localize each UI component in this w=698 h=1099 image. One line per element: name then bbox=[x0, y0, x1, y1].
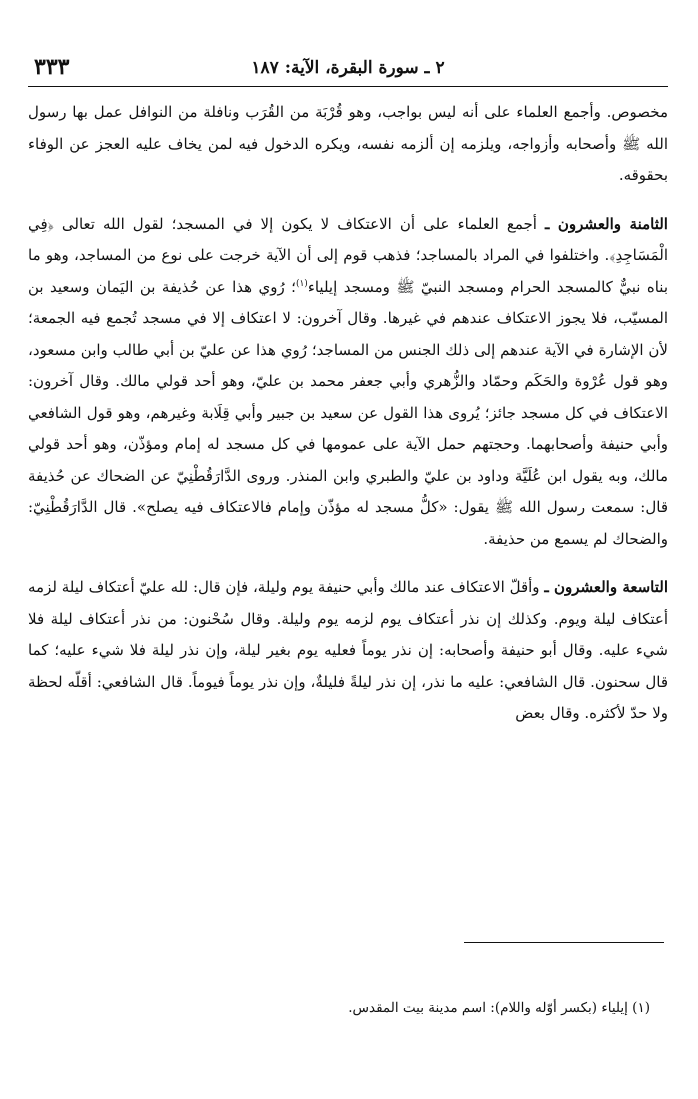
footnote-reference[interactable]: (١) bbox=[295, 278, 308, 289]
paragraph-issue-28 bbox=[28, 209, 668, 556]
issue-heading: التاسعة والعشرون ـ bbox=[544, 578, 668, 596]
footnote-marker: (١) bbox=[632, 1000, 650, 1016]
footnote-divider bbox=[464, 942, 664, 943]
footnote bbox=[348, 1000, 650, 1016]
running-title: ٢ ـ سورة البقرة، الآية: ١٨٧ bbox=[251, 58, 445, 78]
main-text bbox=[28, 97, 668, 730]
issue-heading: الثامنة والعشرون ـ bbox=[545, 214, 668, 233]
paragraph-text: وأقلّ الاعتكاف عند مالك وأبي حنيفة يوم وليلة، فإن قال: لله عليّ أعتكاف ليلة لزمه أعتكاف ليلة ويوم. وكذلك إن نذر أعتكاف يوم لزمه يوم وليلة. وقال سُحْنون: من نذر أعتكاف ليلة فلا شيء عليه. وقال أبو حنيفة وأصحابه: إن نذر يوماً فعليه يوم بغير ليلة، وإن نذر ليلة فلا شيء عليه؛ كما قال سحنون. قال الشافعي: عليه ما نذر، إن نذر ليلةً فليلةٌ، وإن نذر يوماً فيوماً. قال الشافعي: أقلّه لحظة ولا حدّ لأكثره. وقال بعض bbox=[28, 578, 668, 722]
running-header bbox=[28, 52, 668, 87]
paragraph-text: أجمع العلماء على أن الاعتكاف لا يكون إلا في المسجد؛ لقول الله تعالى ﴿فِي الْمَسَاجِدِ﴾. واختلفوا في المراد بالمساجد؛ فذهب قوم إلى أن الآية خرجت على نوع من المساجد، وهو ما بناه نبيٌّ كالمسجد الحرام ومسجد النبيّ ﷺ ومسجد إيلياء bbox=[28, 214, 668, 296]
paragraph-continuation bbox=[28, 97, 668, 192]
page-number: ٣٣٣ bbox=[34, 54, 70, 80]
paragraph-text-continued: ؛ رُوي هذا عن حُذيفة بن اليَمان وسعيد بن المسيّب، فلا يجوز الاعتكاف عندهم في غيرها. وقال آخرون: لا اعتكاف إلا في مسجد تُجمع فيه الجمعة؛ لأن الإشارة في الآية عندهم إلى ذلك الجنس من المساجد؛ رُوي هذا عن عليّ بن أبي طالب وابن مسعود، وهو قول عُرْوة والحَكَم وحمّاد والزُّهري وأبي جعفر محمد بن عليّ، وهو أحد قولي مالك. وقال آخرون: الاعتكاف في كل مسجد جائز؛ يُروى هذا القول عن سعيد بن جبير وأبي قِلَابة وغيرهم، وهو قول الشافعي وأبي حنيفة وأصحابهما. وحجتهم حمل الآية على عمومها في كل مسجد له إمام ومؤذّن، وهو أحد قولي مالك، وبه يقول ابن عُلَيَّة وداود بن عليّ والطبري وابن المنذر. وروى الدَّارَقُطْنِيّ عن الضحاك عن حُذيفة قال: سمعت رسول الله ﷺ يقول: «كلُّ مسجد له مؤذّن وإمام فالاعتكاف فيه يصلح». قال الدَّارَقُطْنِيّ: والضحاك لم يسمع من حذيفة. bbox=[28, 277, 668, 548]
paragraph-issue-29 bbox=[28, 572, 668, 730]
book-page bbox=[28, 52, 668, 1062]
footnote-text: إيلياء (بكسر أوّله واللام): اسم مدينة بيت المقدس. bbox=[348, 1000, 628, 1016]
paragraph-text: مخصوص. وأجمع العلماء على أنه ليس بواجب، وهو قُرْبَة من القُرَب ونافلة من النوافل عمل بها رسول الله ﷺ وأصحابه وأزواجه، ويلزمه إن ألزمه نفسه، ويكره الدخول فيه لمن يخاف عليه العجز عن الوفاء بحقوقه. bbox=[28, 103, 668, 184]
